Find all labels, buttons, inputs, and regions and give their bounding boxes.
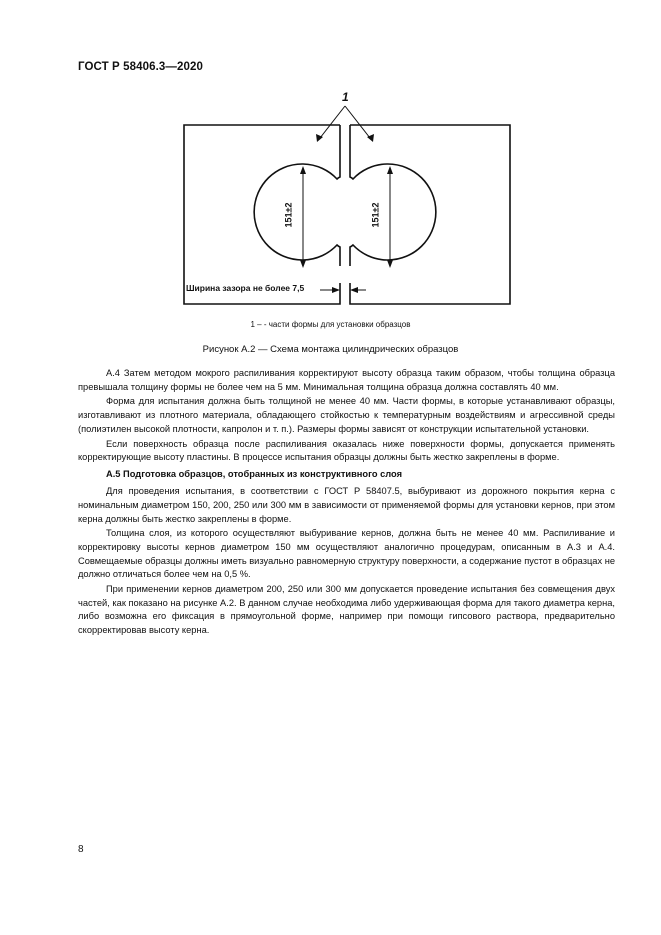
paragraph: А.4 Затем методом мокрого распиливания корректируют высоту образца таким образом, чтобы толщина образца превышала толщину формы не более чем на 5 мм. Минимальная толщина образца должна составлять 40 мм.: [78, 368, 615, 392]
document-header: ГОСТ Р 58406.3—2020: [78, 61, 203, 73]
document-body: [78, 367, 615, 639]
page-number: 8: [78, 844, 84, 855]
section-heading: А.5 Подготовка образцов, отобранных из конструктивного слоя: [106, 468, 403, 479]
paragraph: Форма для испытания должна быть толщиной не менее 40 мм. Части формы, в которые устанавливают образцы, изготавливают из плотного материала, обладающего стойкостью к температурным воздействиям и агрессивной среды (полиэтилен высокой плотности, капролон и т. п.). Размеры формы зависят от конструкции испытательной установки.: [78, 396, 615, 434]
leader-line-right: [345, 106, 370, 138]
figure-legend: 1 – - части формы для установки образцов: [250, 320, 411, 329]
figure-callout-label: 1: [342, 90, 349, 104]
paragraph: Толщина слоя, из которого осуществляют выбуривание кернов, должна быть не менее 40 мм. Распиливание и корректировку высоты кернов диаметром 150 мм осуществляют аналогично процедурам, описанным в А.3 и А.4. Совмещаемые образцы должны иметь визуально равномерную структуру поверхности, а содержание пустот в образцах не должно отличаться более чем на 0,5 %.: [78, 528, 615, 580]
figure-mounting-diagram: [170, 88, 530, 316]
leader-line-left: [320, 106, 345, 138]
dimension-label-left: 151±2: [283, 202, 294, 228]
dimension-label-right: 151±2: [370, 202, 381, 228]
mold-left-part: [184, 125, 340, 304]
paragraph: Если поверхность образца после распиливания оказалась ниже поверхности формы, допускается применять корректирующие высоту пластины. В процессе испытания образцы должны быть жестко закреплены в форме.: [78, 438, 615, 463]
figure-caption: Рисунок А.2 — Схема монтажа цилиндрических образцов: [202, 344, 459, 355]
paragraph: При применении кернов диаметром 200, 250 или 300 мм допускается проведение испытания без совмещения двух частей, как показано на рисунке А.2. В данном случае необходима либо удерживающая форма для такого диаметра керна, либо возможна его фиксация в прямоугольной форме, например при помощи гипсового раствора, предварительно скорректировав высоту керна.: [78, 584, 615, 635]
gap-width-label: Ширина зазора не более 7,5: [186, 283, 305, 293]
paragraph: Для проведения испытания, в соответствии с ГОСТ Р 58407.5, выбуривают из дорожного покрытия керна с номинальным диаметром 150, 200, 250 или 300 мм в зависимости от применяемой формы для установки кернов, при этом керна должны быть жестко закреплены в форме.: [78, 486, 615, 524]
mounting-scheme-drawing: [170, 88, 530, 316]
